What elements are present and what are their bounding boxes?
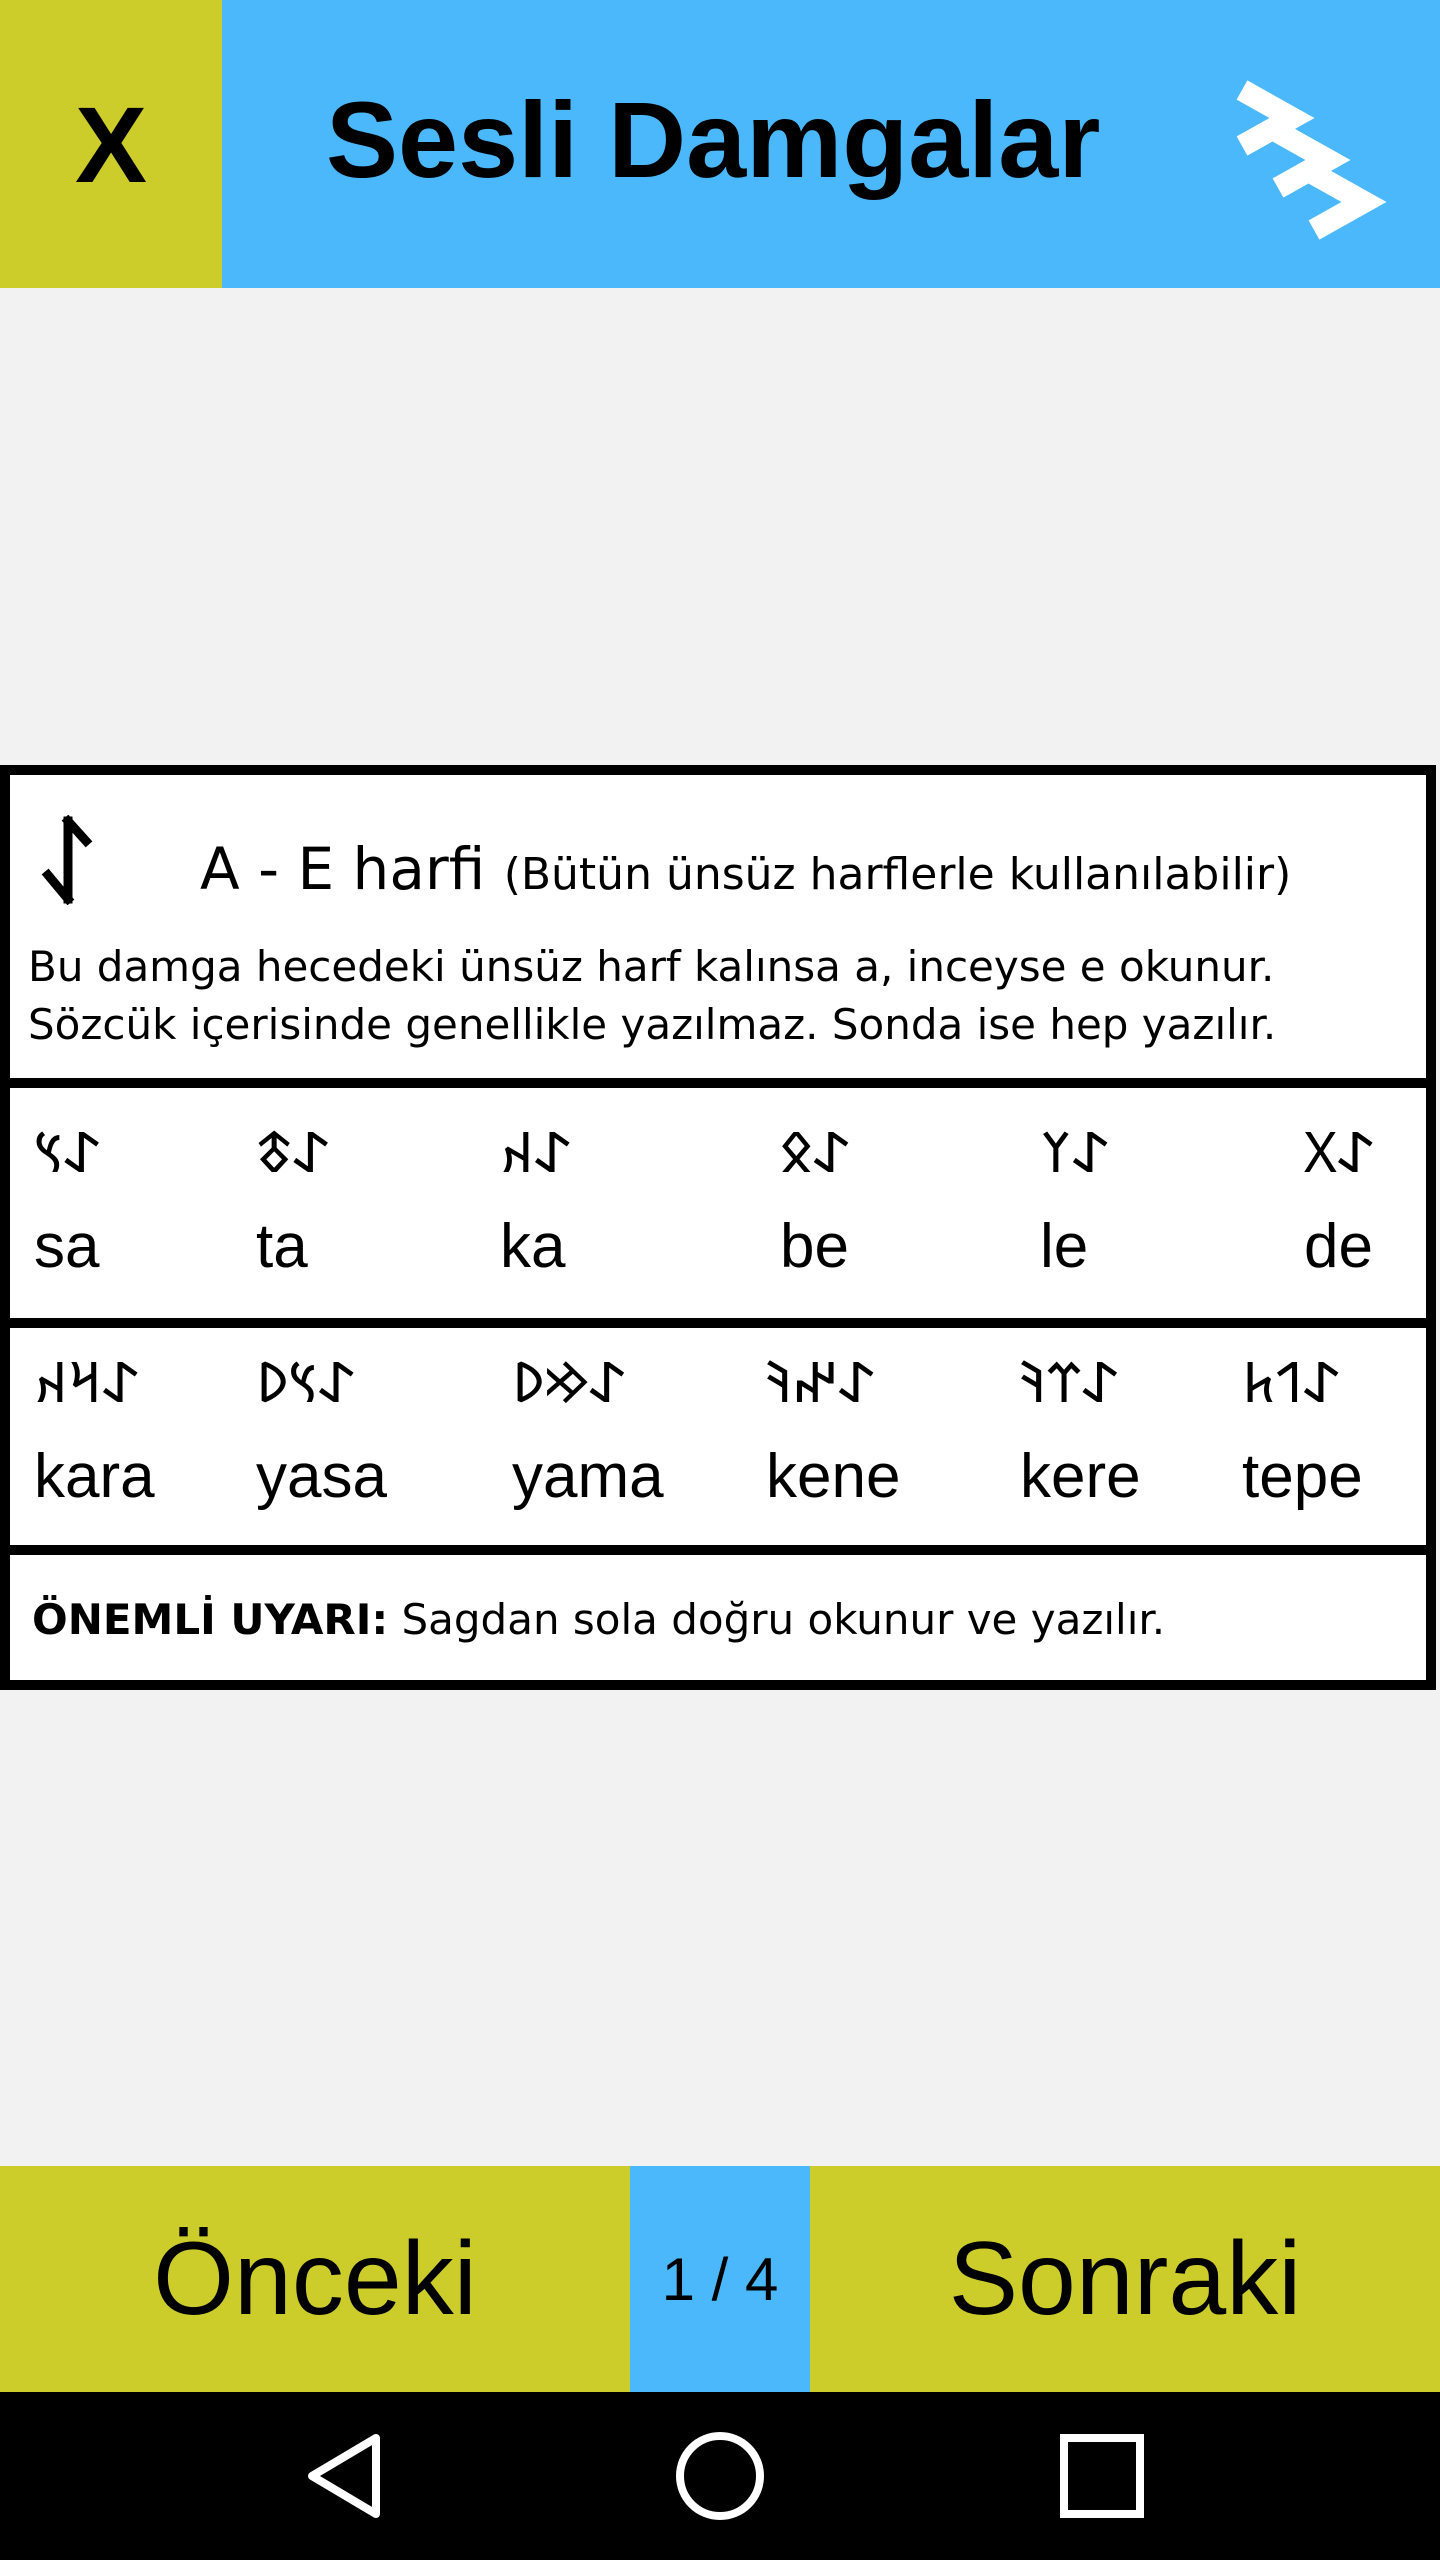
example-cell	[1020, 1351, 1141, 1511]
example-rune: 𐰀𐰋	[780, 1121, 850, 1186]
divider	[10, 1545, 1426, 1555]
example-word: le	[1040, 1212, 1089, 1281]
previous-button[interactable]	[0, 2166, 630, 2392]
rune-a-e-icon	[38, 815, 98, 905]
divider	[10, 1318, 1426, 1328]
lesson-card	[0, 765, 1436, 1690]
letter-intro-section	[10, 775, 1426, 1088]
example-cell	[780, 1121, 850, 1281]
close-label: X	[74, 83, 148, 205]
example-rune: 𐰀𐰤𐰚	[766, 1351, 875, 1416]
example-cell	[766, 1351, 901, 1511]
example-word: kere	[1020, 1442, 1141, 1511]
example-cell	[500, 1121, 571, 1281]
warning-note	[32, 1595, 1165, 1644]
example-rune: 𐰀𐰼𐰚	[1020, 1351, 1119, 1416]
divider	[10, 1078, 1426, 1088]
example-word: kara	[34, 1442, 155, 1511]
example-rune: 𐰀𐱃	[256, 1121, 330, 1186]
pager-bar	[0, 2166, 1440, 2392]
example-word: kene	[766, 1442, 901, 1511]
example-cell	[1304, 1121, 1374, 1281]
example-cell	[34, 1351, 155, 1511]
close-button[interactable]	[0, 0, 222, 288]
recents-square-icon[interactable]	[1052, 2426, 1152, 2526]
example-row-1	[10, 1088, 1426, 1318]
example-rune: 𐰀𐰢𐰖	[512, 1351, 626, 1416]
letter-description	[28, 938, 1408, 1054]
next-button[interactable]	[810, 2166, 1440, 2392]
example-word: ta	[256, 1212, 308, 1281]
example-cell	[1242, 1351, 1363, 1511]
example-rune: 𐰀𐰯𐱅	[1242, 1351, 1340, 1416]
triple-chevron-right-icon[interactable]	[1222, 70, 1390, 246]
next-label: Sonraki	[948, 2220, 1302, 2337]
example-word: tepe	[1242, 1442, 1363, 1511]
example-cell	[1040, 1121, 1109, 1281]
back-triangle-icon[interactable]	[296, 2426, 396, 2526]
example-cell	[512, 1351, 664, 1511]
example-word: de	[1304, 1212, 1373, 1281]
letter-title	[200, 835, 1291, 903]
letter-title-main: A - E harfi	[200, 835, 486, 903]
example-rune: 𐰀𐰠	[1040, 1121, 1109, 1186]
warning-label: ÖNEMLİ UYARI:	[32, 1595, 389, 1644]
app-header	[0, 0, 1440, 288]
previous-label: Önceki	[153, 2220, 477, 2337]
system-navigation-bar	[0, 2392, 1440, 2560]
description-line-1: Bu damga hecedeki ünsüz harf kalınsa a, inceyse e okunur.	[28, 942, 1275, 991]
example-word: yasa	[256, 1442, 387, 1511]
home-circle-icon[interactable]	[670, 2426, 770, 2526]
example-rune: 𐰀𐰽𐰖	[256, 1351, 355, 1416]
example-cell	[256, 1121, 330, 1281]
warning-text: Sagdan sola doğru okunur ve yazılır.	[401, 1595, 1166, 1644]
example-cell	[34, 1121, 101, 1281]
example-rune: 𐰀𐰴	[500, 1121, 571, 1186]
example-word: sa	[34, 1212, 100, 1281]
example-cell	[256, 1351, 387, 1511]
example-word: yama	[512, 1442, 664, 1511]
description-line-2: Sözcük içerisinde genellikle yazılmaz. Sonda ise hep yazılır.	[28, 1000, 1277, 1049]
page-indicator: 1 / 4	[661, 2245, 779, 2313]
example-rune: 𐰀𐰓	[1304, 1121, 1374, 1186]
page-title: Sesli Damgalar	[326, 79, 1101, 200]
letter-note: (Bütün ünsüz harflerle kullanılabilir)	[503, 849, 1292, 900]
example-rune: 𐰀𐰽	[34, 1121, 101, 1186]
example-word: be	[780, 1212, 849, 1281]
example-row-2	[10, 1328, 1426, 1548]
example-rune: 𐰀𐰺𐰴	[34, 1351, 139, 1416]
example-word: ka	[500, 1212, 566, 1281]
